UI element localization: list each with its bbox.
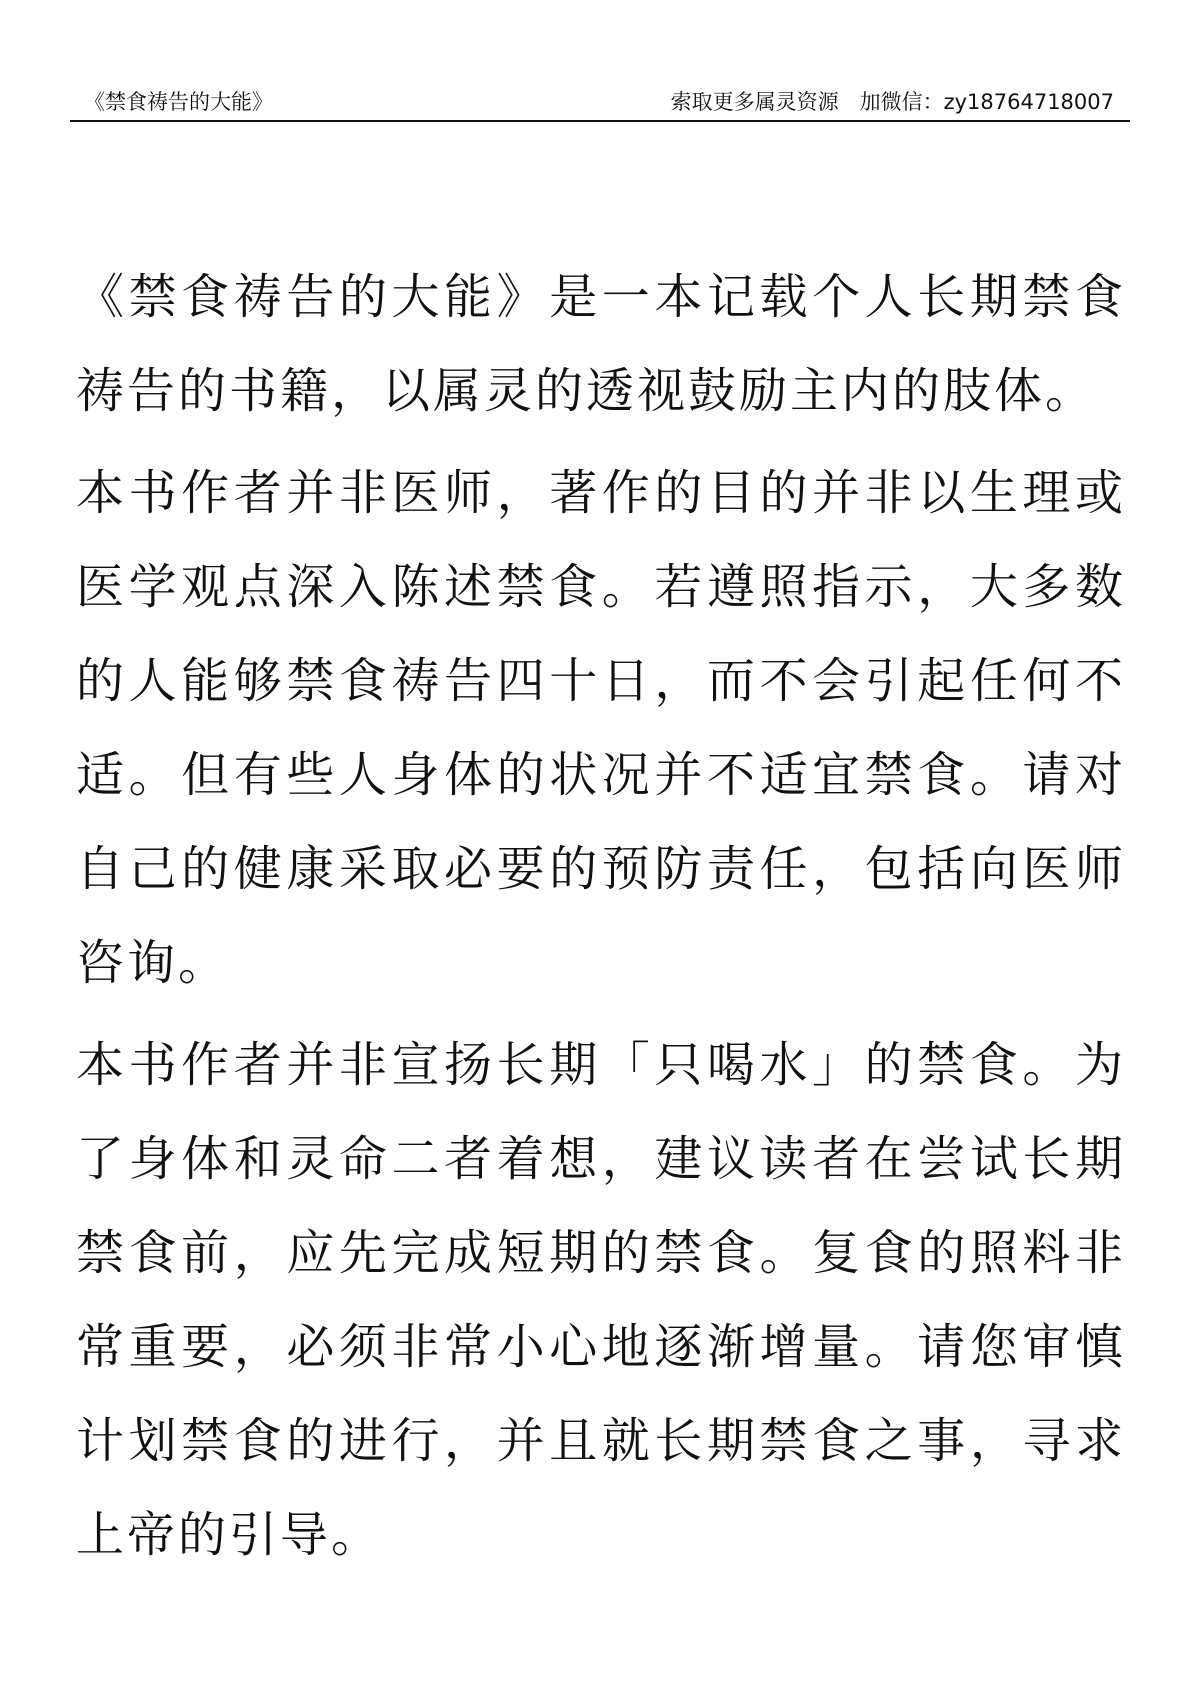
page-header — [70, 84, 1130, 122]
header-contact-info: 索取更多属灵资源 加微信：zy18764718007 — [670, 90, 1114, 114]
paragraph-intro: 《禁食祷告的大能》是一本记载个人长期禁食祷告的书籍，以属灵的透视鼓励主内的肢体。 — [76, 269, 1126, 419]
paragraph-medical-disclaimer: 本书作者并非医师，著作的目的并非以生理或医学观点深入陈述禁食。若遵照指示，大多数的人能够禁食祷告四十日，而不会引起任何不适。但有些人身体的状况并不适宜禁食。请对自己的健康采取必要的预防责任，包括向医师咨询。 — [76, 465, 1126, 991]
paragraph-water-fast-disclaimer: 本书作者并非宣扬长期「只喝水」的禁食。为了身体和灵命二者着想，建议读者在尝试长期禁食前，应先完成短期的禁食。复食的照料非常重要，必须非常小心地逐渐增量。请您审慎计划禁食的进行，并且就长期禁食之事，寻求上帝的引导。 — [76, 1037, 1126, 1563]
page-body — [76, 250, 1126, 1582]
header-book-title: 《禁食祷告的大能》 — [84, 90, 273, 114]
